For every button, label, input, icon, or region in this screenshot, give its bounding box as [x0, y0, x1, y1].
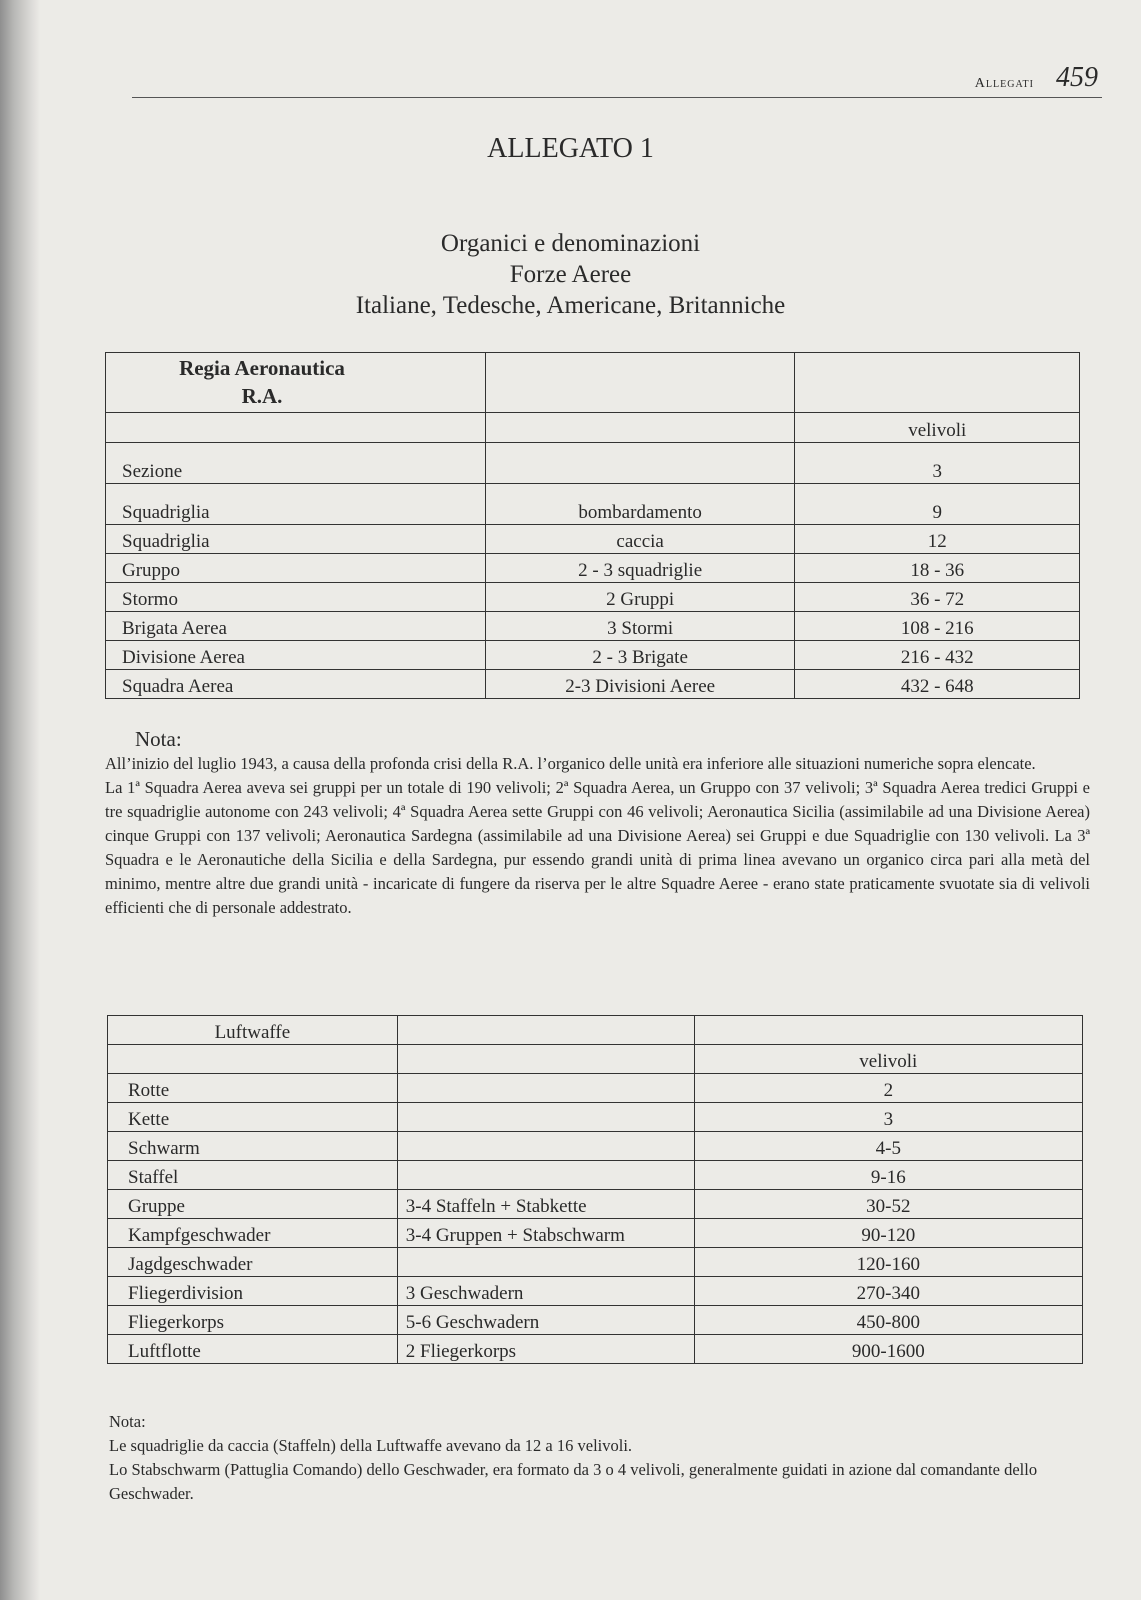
table-row	[106, 641, 1080, 670]
composition-cell: 3 Geschwadern	[397, 1277, 694, 1306]
subtitle-line: Forze Aeree	[509, 261, 632, 288]
aircraft-cell: 12	[795, 525, 1080, 554]
composition-cell: 3-4 Gruppen + Stabschwarm	[397, 1219, 694, 1248]
composition-cell	[485, 443, 795, 484]
table-header-row	[108, 1016, 1083, 1045]
table-title: Luftwaffe	[108, 1016, 398, 1045]
note-paragraph: La 1ª Squadra Aerea aveva sei gruppi per un totale di 190 velivoli; 2ª Squadra Aerea, un Gruppo con 37 velivoli; 3ª Squadra Aerea tredici Gruppi e tre squadriglie autonome con 243 velivoli; 4ª Squadra Aerea sette Gruppi con 46 velivoli; Aeronautica Sicilia (assimilabile ad una Divisione Aerea) cinque Gruppi con 137 velivoli; Aeronautica Sardegna (assimilabile ad una Divisione Aerea) sei Gruppi e due Squadriglie con 130 velivoli. La 3ª Squadra e le Aeronautiche della Sicilia e della Sardegna, pur essendo grandi unità di prima linea avevano un organico circa pari alla metà del minimo, mentre altre due grandi unità - incaricate di fungere da riserva per le altre Squadre Aeree - erano state praticamente svuotate sia di velivoli efficienti che di personale addestrato.	[105, 778, 1090, 917]
subtitle-line: Italiane, Tedesche, Americane, Britanniche	[355, 292, 786, 319]
table-header-row	[106, 353, 1080, 413]
aircraft-cell: 9	[795, 484, 1080, 525]
composition-cell	[397, 1248, 694, 1277]
regia-aeronautica-table	[105, 352, 1080, 699]
second-note	[109, 1410, 1089, 1506]
empty-cell	[397, 1016, 694, 1045]
table-row	[108, 1306, 1083, 1335]
empty-cell	[485, 353, 795, 413]
unit-cell: Luftflotte	[108, 1335, 398, 1364]
page-number: 459	[1056, 62, 1098, 93]
unit-cell: Rotte	[108, 1074, 398, 1103]
unit-cell: Stormo	[106, 583, 486, 612]
empty-cell	[106, 413, 486, 443]
aircraft-cell: 9-16	[694, 1161, 1082, 1190]
running-head	[132, 58, 1102, 98]
aircraft-cell: 18 - 36	[795, 554, 1080, 583]
table-row	[108, 1219, 1083, 1248]
table-row	[106, 670, 1080, 699]
composition-cell: 3-4 Staffeln + Stabkette	[397, 1190, 694, 1219]
luftwaffe-table	[107, 1015, 1083, 1364]
composition-cell	[397, 1074, 694, 1103]
running-head-label: Allegati	[974, 76, 1034, 91]
column-header-aircraft: velivoli	[694, 1045, 1082, 1074]
unit-cell: Divisione Aerea	[106, 641, 486, 670]
note-paragraph: Le squadriglie da caccia (Staffeln) della Luftwaffe avevano da 12 a 16 velivoli.	[109, 1436, 633, 1455]
aircraft-cell: 36 - 72	[795, 583, 1080, 612]
column-header-aircraft: velivoli	[795, 413, 1080, 443]
table-title-cell	[106, 353, 486, 413]
table-row	[108, 1277, 1083, 1306]
note-heading: Nota:	[109, 1412, 146, 1431]
column-header-row	[108, 1045, 1083, 1074]
table-row	[106, 554, 1080, 583]
unit-cell: Sezione	[106, 443, 486, 484]
subtitle-line: Organici e denominazioni	[440, 230, 701, 257]
aircraft-cell: 3	[694, 1103, 1082, 1132]
table-row	[108, 1074, 1083, 1103]
composition-cell	[397, 1132, 694, 1161]
table-row	[108, 1248, 1083, 1277]
composition-cell: 2 - 3 Brigate	[485, 641, 795, 670]
empty-cell	[485, 413, 795, 443]
composition-cell: 2 - 3 squadriglie	[485, 554, 795, 583]
aircraft-cell: 90-120	[694, 1219, 1082, 1248]
composition-cell: 2 Gruppi	[485, 583, 795, 612]
unit-cell: Squadriglia	[106, 484, 486, 525]
composition-cell: bombardamento	[485, 484, 795, 525]
unit-cell: Staffel	[108, 1161, 398, 1190]
aircraft-cell: 900-1600	[694, 1335, 1082, 1364]
unit-cell: Squadriglia	[106, 525, 486, 554]
table-title: Regia Aeronautica	[179, 356, 345, 380]
aircraft-cell: 432 - 648	[795, 670, 1080, 699]
column-header-row	[106, 413, 1080, 443]
note-paragraph: Lo Stabschwarm (Pattuglia Comando) dello Geschwader, era formato da 3 o 4 velivoli, generalmente guidati in azione dal comandante dello Geschwader.	[109, 1460, 1038, 1503]
table-row	[108, 1132, 1083, 1161]
aircraft-cell: 2	[694, 1074, 1082, 1103]
note-body	[105, 752, 1090, 920]
composition-cell: 5-6 Geschwadern	[397, 1306, 694, 1335]
empty-cell	[108, 1045, 398, 1074]
table-row	[106, 525, 1080, 554]
unit-cell: Squadra Aerea	[106, 670, 486, 699]
table-row	[108, 1335, 1083, 1364]
page-title: ALLEGATO 1	[487, 133, 654, 164]
table-row	[108, 1103, 1083, 1132]
empty-cell	[397, 1045, 694, 1074]
composition-cell: caccia	[485, 525, 795, 554]
aircraft-cell: 120-160	[694, 1248, 1082, 1277]
aircraft-cell: 4-5	[694, 1132, 1082, 1161]
aircraft-cell: 270-340	[694, 1277, 1082, 1306]
composition-cell: 2-3 Divisioni Aeree	[485, 670, 795, 699]
note-paragraph: All’inizio del luglio 1943, a causa della profonda crisi della R.A. l’organico delle unità era inferiore alle situazioni numeriche sopra elencate.	[105, 754, 1036, 773]
note-heading: Nota:	[135, 727, 182, 751]
unit-cell: Gruppo	[106, 554, 486, 583]
table-row	[106, 443, 1080, 484]
aircraft-cell: 3	[795, 443, 1080, 484]
table-row	[108, 1190, 1083, 1219]
unit-cell: Kette	[108, 1103, 398, 1132]
composition-cell: 2 Fliegerkorps	[397, 1335, 694, 1364]
unit-cell: Kampfgeschwader	[108, 1219, 398, 1248]
table-row	[106, 484, 1080, 525]
subtitle	[0, 228, 1141, 321]
aircraft-cell: 216 - 432	[795, 641, 1080, 670]
aircraft-cell: 450-800	[694, 1306, 1082, 1335]
unit-cell: Fliegerdivision	[108, 1277, 398, 1306]
composition-cell	[397, 1103, 694, 1132]
table-row	[106, 612, 1080, 641]
composition-cell	[397, 1161, 694, 1190]
table-title-abbrev: R.A.	[241, 384, 283, 408]
empty-cell	[694, 1016, 1082, 1045]
aircraft-cell: 108 - 216	[795, 612, 1080, 641]
table-row	[108, 1161, 1083, 1190]
unit-cell: Fliegerkorps	[108, 1306, 398, 1335]
unit-cell: Schwarm	[108, 1132, 398, 1161]
aircraft-cell: 30-52	[694, 1190, 1082, 1219]
unit-cell: Jagdgeschwader	[108, 1248, 398, 1277]
unit-cell: Brigata Aerea	[106, 612, 486, 641]
empty-cell	[795, 353, 1080, 413]
table-row	[106, 583, 1080, 612]
composition-cell: 3 Stormi	[485, 612, 795, 641]
unit-cell: Gruppe	[108, 1190, 398, 1219]
